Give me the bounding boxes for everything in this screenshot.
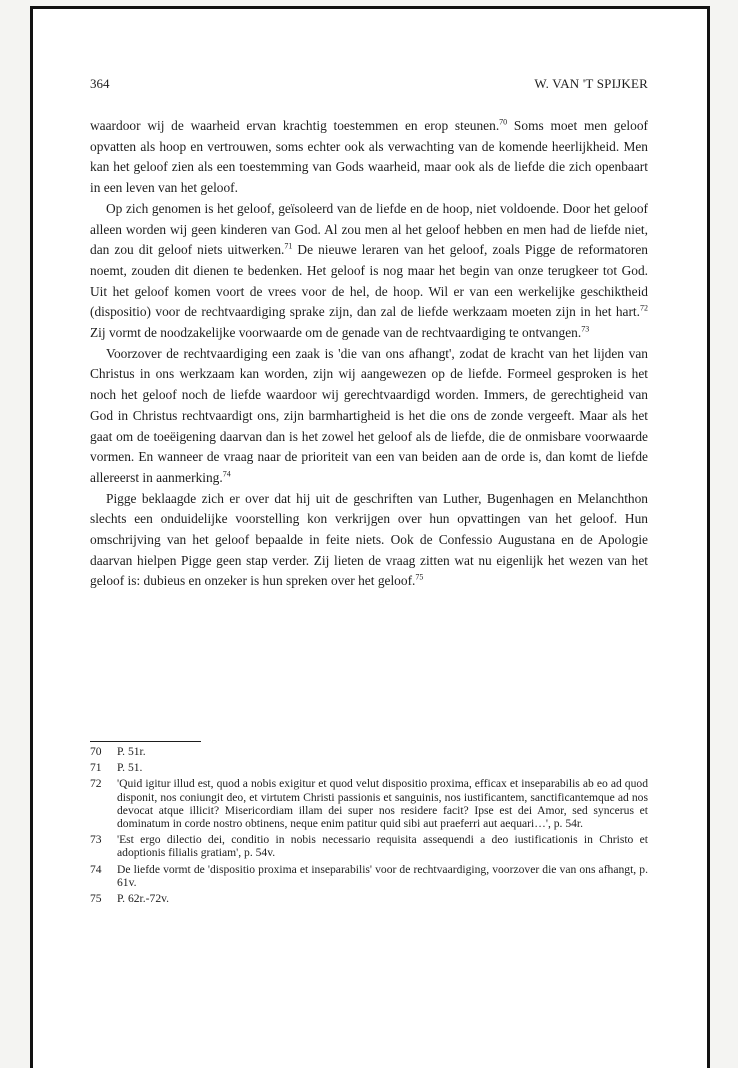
paragraph-2: Op zich genomen is het geloof, geïsoleerd van de liefde en de hoop, niet voldoende. Door het geloof alleen worden wij geen kinderen van God. Al zou men al het geloof hebben en men had de liefde niet, dan zou dit geloof niets uitwerken.$^{71}$ De nieuwe leraren van het geloof, zoals Pigge de reformatoren noemt, zouden dit dienen te bedenken. Het geloof is nog maar het begin van onze terugkeer tot God. Uit het geloof komen voort de vrees voor de hel, de hoop. Wil er van een werkelijke geschiktheid (dispositio) voor de rechtvaardiging sprake zijn, dan zal de liefde werkzaam moeten zijn in het hart.$^{72}$ Zij vormt de noodzakelijke voorwaarde om de genade van de rechtvaardiging te ontvangen.$^{73}$ bbox=[90, 200, 649, 341]
footnote-ref: 75 bbox=[415, 573, 424, 582]
footnote bbox=[90, 777, 648, 830]
body-text bbox=[90, 116, 648, 592]
footnote-ref: 70 bbox=[499, 117, 508, 127]
paragraph-1: waardoor wij de waarheid ervan krachtig toestemmen en erop steunen.$^{70}$ Soms moet men geloof opvatten als hoop en vertrouwen, soms echter ook als verwachting van de komende heerlijkheid. Men kan het geloof zien als een toestemming van Gods waarheid, maar ook als de liefde die zich openbaart in een leven van het geloof. bbox=[90, 117, 648, 196]
footnote-number: 74 bbox=[90, 862, 102, 876]
footnote-ref: 74 bbox=[222, 469, 231, 479]
footnote-text: De liefde vormt de 'dispositio proxima et inseparabilis' voor de rechtvaardiging, voorzover die van ons afhangt, p. 61v. bbox=[117, 862, 648, 889]
footnote-ref: 73 bbox=[581, 324, 590, 334]
footnote-text: 'Est ergo dilectio dei, conditio in nobis necessario requisita assequendi a deo iustificationis in Christo et adoptionis filialis gratiam', p. 54v. bbox=[117, 833, 648, 860]
running-head-author: W. VAN 'T SPIJKER bbox=[534, 76, 648, 91]
footnote-text: 'Quid igitur illud est, quod a nobis exigitur et quod velut dispositio proxima, efficax et inseparabilis ab eo ad quod disponit, nos coniungit deo, et virtutem Christi passionis et sanguinis, nos iustificantem, sanctificantemque ad nos devocat atque illicit? Misericordiam illam dei super nos residere facit? Ipse est dei Amor, sed syncerus et dominatum in corde nostro obtinens, neque enim patitur quid sibi aut praeferri aut aequari…', p. 54r. bbox=[117, 777, 648, 831]
footnote-text: P. 51. bbox=[117, 761, 143, 775]
scan-border-right bbox=[707, 6, 710, 1068]
footnote bbox=[90, 863, 648, 889]
paragraph-3: Voorzover de rechtvaardiging een zaak is 'die van ons afhangt', zodat de kracht van het lijden van Christus in ons werkzaam kan worden, zijn wij aangewezen op de liefde. Formeel gesproken is het noch het geloof noch de liefde waardoor wij gerechtvaardigd worden. Immers, de gerechtigheid van God in Christus rechtvaardigt ons, zijn barmhartigheid is het die ons de zonde vergeeft. Maar als het gaat om de toeëigening daarvan dan is het zowel het geloof als de liefde, die de onmisbare voorwaarde vormen. En wanneer de vraag naar de prioriteit van een van beiden aan de orde is, dan komt de liefde allereerst in aanmerking.$^{74}$ bbox=[90, 345, 648, 485]
footnote-number: 71 bbox=[90, 761, 102, 775]
footnote-number: 75 bbox=[90, 892, 102, 906]
page-number: 364 bbox=[90, 76, 110, 91]
footnote-ref: 72 bbox=[640, 303, 648, 313]
footnote-ref: 71 bbox=[284, 241, 293, 251]
footnote-text: P. 51r. bbox=[117, 745, 146, 758]
footnote-number: 70 bbox=[90, 745, 102, 758]
footnote-number: 73 bbox=[90, 833, 102, 847]
footnotes bbox=[90, 745, 648, 908]
footnote bbox=[90, 892, 648, 905]
footnote bbox=[90, 833, 648, 859]
footnote-text: P. 62r.-72v. bbox=[117, 892, 170, 906]
footnote-number: 72 bbox=[90, 777, 102, 791]
paragraph-4: Pigge beklaagde zich er over dat hij uit de geschriften van Luther, Bugenhagen en Melanchthon slechts een onduidelijke voorstelling kon verkrijgen over hun opvattingen van het geloof. Hun omschrijving van het geloof bepaalde in feite niets. Ook de Confessio Augustana en de Apologie daarvan hielpen Pigge geen stap verder. Zij lieten de vraag zitten wat nu eigenlijk het wezen van het geloof is: dubieus en onzeker is hun spreken over het geloof.$^{75}$ bbox=[90, 490, 648, 589]
footnote-rule bbox=[90, 741, 201, 742]
footnote bbox=[90, 745, 648, 758]
footnote bbox=[90, 761, 648, 774]
